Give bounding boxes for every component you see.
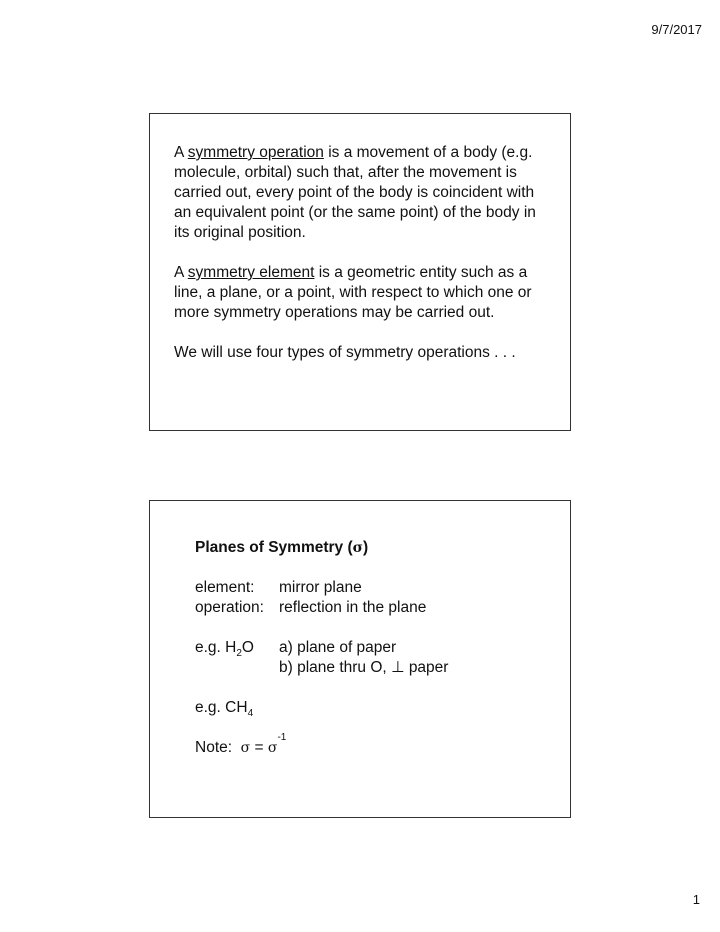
title-text: Planes of Symmetry ( [195, 539, 353, 556]
paragraph-prefix: A [174, 264, 188, 281]
formula-text: e.g. CH [195, 699, 248, 716]
element-row [195, 578, 555, 598]
title-close: ) [362, 539, 369, 556]
paragraph-prefix: A [174, 144, 188, 161]
slide-title [195, 538, 555, 558]
example-water-b: b) plane thru O, ⊥ paper [279, 659, 449, 676]
formula-text: e.g. H [195, 639, 237, 656]
paragraph-symmetry-element [174, 263, 554, 323]
sigma-symbol: σ [352, 540, 363, 556]
operation-label: operation: [195, 599, 264, 616]
note-row [195, 732, 555, 758]
element-value: mirror plane [279, 579, 362, 596]
inverse-superscript: -1 [277, 732, 287, 743]
term-symmetry-element: symmetry element [187, 264, 315, 281]
paragraph-symmetry-operation [174, 143, 554, 243]
formula-subscript: 4 [247, 708, 254, 719]
slide-body [174, 143, 554, 383]
sigma-symbol: σ [240, 740, 251, 756]
example-water-label [195, 638, 279, 658]
example-water-a: a) plane of paper [279, 639, 397, 656]
slide-planes-of-symmetry [149, 500, 571, 818]
example-methane-row [195, 698, 555, 718]
formula-text: O [241, 639, 254, 656]
term-symmetry-operation: symmetry operation [187, 144, 324, 161]
equals-sign: = [250, 739, 268, 756]
page-number: 1 [692, 892, 700, 907]
example-water-row-b [195, 658, 555, 678]
page-date: 9/7/2017 [651, 22, 702, 37]
paragraph-text: is a geometric entity such as a line, a plane, or a point, with respect to which one or more symmetry operations may be carried out. [174, 264, 532, 321]
sigma-symbol: σ [267, 740, 278, 756]
paragraph-text: is a movement of a body (e.g. molecule, orbital) such that, after the movement is carried out, every point of the body is coincident with an equivalent point (or the same point) of the body in its original position. [174, 144, 536, 241]
slide-symmetry-definitions [149, 113, 571, 431]
slide-body [195, 538, 555, 758]
operation-value: reflection in the plane [279, 599, 427, 616]
note-label: Note: [195, 739, 241, 756]
paragraph-four-types: We will use four types of symmetry operations . . . [174, 344, 516, 361]
formula-subscript: 2 [236, 648, 242, 659]
operation-row [195, 598, 555, 618]
element-label: element: [195, 579, 255, 596]
example-water-row-a [195, 638, 555, 658]
example-methane [195, 698, 253, 718]
